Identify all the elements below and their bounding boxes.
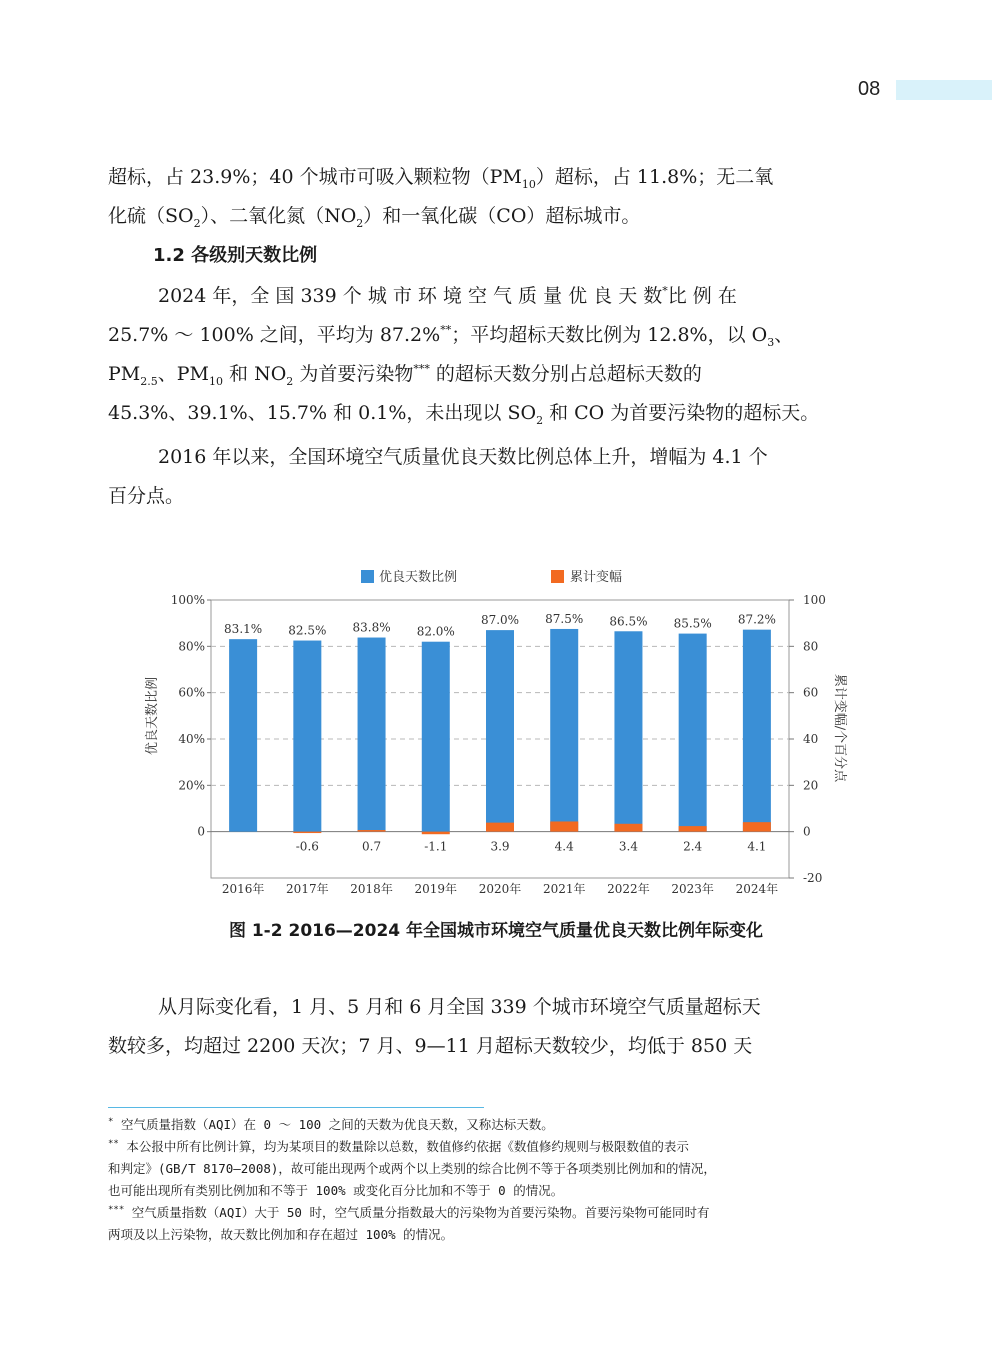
- bar-change: [358, 830, 386, 832]
- y-tick-right: 40: [803, 732, 819, 746]
- x-tick-label: 2020年: [478, 882, 522, 896]
- y-axis-left-title: 优良天数比例: [145, 676, 160, 755]
- bar-label-ratio: 86.5%: [609, 614, 648, 629]
- y-tick-right: -20: [803, 871, 823, 885]
- footnote-rule: [108, 1107, 484, 1108]
- bar-label-ratio: 85.5%: [673, 616, 712, 631]
- bar-change: [550, 821, 578, 831]
- bar-ratio: [293, 641, 321, 832]
- y-tick-left: 80%: [178, 639, 205, 654]
- bar-label-ratio: 87.5%: [545, 611, 584, 626]
- bar-change: [486, 823, 514, 832]
- x-tick-label: 2023年: [671, 882, 714, 896]
- bar-label-ratio: 82.5%: [288, 623, 327, 638]
- bar-change: [743, 822, 771, 831]
- x-tick-label: 2022年: [607, 882, 650, 896]
- bar-ratio: [550, 629, 578, 832]
- chart-svg: [130, 558, 860, 898]
- bar-label-ratio: 83.1%: [224, 622, 263, 637]
- bar-label-ratio: 82.0%: [416, 624, 455, 639]
- x-tick-label: 2024年: [735, 882, 779, 896]
- bar-label-ratio: 87.0%: [480, 613, 520, 628]
- x-tick-label: 2016年: [221, 882, 265, 896]
- legend-swatch-blue: [361, 570, 374, 583]
- bar-ratio: [358, 638, 386, 832]
- bar-label-change: 4.1: [747, 839, 767, 854]
- section-heading: 1.2 各级别天数比例: [153, 245, 318, 266]
- paragraph-trend: 2016 年以来，全国环境空气质量优良天数比例总体上升，增幅为 4.1 个 百分点。: [108, 446, 768, 507]
- y-tick-right: 60: [803, 685, 819, 700]
- footnote-3: *** 空气质量指数（AQI）大于 50 时，空气质量分指数最大的污染物为首要污染物。首要污染物可能同时有: [108, 1204, 710, 1220]
- legend-label-change: 累计变幅: [570, 570, 623, 585]
- bar-ratio: [614, 631, 642, 831]
- y-tick-left: 0: [197, 824, 205, 839]
- page-number-band: [896, 80, 992, 100]
- y-axis-right: [789, 593, 826, 885]
- bar-label-change: 3.9: [490, 839, 510, 854]
- footnote-1: * 空气质量指数（AQI）在 0 ～ 100 之间的天数为优良天数，又称达标天数。: [108, 1116, 554, 1132]
- x-tick-label: 2021年: [542, 882, 586, 896]
- bar-label-change: -0.6: [295, 839, 319, 854]
- bar-label-ratio: 83.8%: [352, 620, 391, 635]
- bar-label-change: -1.1: [424, 839, 448, 854]
- bar-label-ratio: 87.2%: [737, 612, 776, 627]
- paragraph-day-ratio: 2024 年，全 国 339 个 城 市 环 境 空 气 质 量 优 良 天 数*比 例 在 25.7% ～ 100% 之间，平均为 87.2%**；平均超标天数比例为 12.8%，以 $O_3$、 $PM_{2.5}$、$PM_{10}$ 和 $NO_2$ 为首要污染物*** 的超标天数分别占总超标天数的 45.3%、39.1%、15.7% 和 0.1%，未出现以 $SO_2$ 和 CO 为首要污染物的超标天。: [108, 284, 820, 427]
- x-tick-label: 2017年: [286, 882, 329, 896]
- y-tick-left: 60%: [178, 685, 205, 700]
- y-axis-right-title: 累计变幅/个百分点: [832, 673, 847, 783]
- y-axis-left: [171, 593, 211, 839]
- y-tick-left: 40%: [178, 732, 205, 746]
- page-number: 08: [858, 78, 881, 100]
- y-tick-right: 20: [803, 778, 819, 793]
- bar-label-change: 0.7: [362, 839, 382, 854]
- bar-change: [293, 832, 321, 833]
- bar-change: [679, 826, 707, 832]
- bar-ratio: [229, 639, 257, 832]
- bar-ratio: [679, 634, 707, 832]
- bar-label-change: 4.4: [554, 839, 574, 854]
- bars: [224, 612, 776, 854]
- x-tick-label: 2018年: [350, 882, 393, 896]
- figure-caption: 图 1-2 2016—2024 年全国城市环境空气质量优良天数比例年际变化: [228, 921, 764, 941]
- bar-chart: [130, 558, 860, 898]
- x-axis: [222, 881, 778, 896]
- footnote-2: ** 本公报中所有比例计算，均为某项目的数量除以总数，数值修约依据《数值修约规则与极限数值的表示: [108, 1138, 689, 1154]
- x-tick-label: 2019年: [414, 882, 458, 896]
- y-tick-left: 100%: [170, 593, 205, 607]
- y-tick-right: 80: [803, 639, 819, 654]
- bar-ratio: [486, 630, 514, 832]
- bar-ratio: [422, 642, 450, 832]
- paragraph-pollutants: 超标，占 23.9%；40 个城市可吸入颗粒物$(PM_{10})$超标，占 11.8%；无二氧 化硫$(SO_2)$、二氧化氮$(NO_2)$和一氧化碳（CO）超标城市。: [108, 166, 774, 230]
- bar-label-change: 3.4: [618, 839, 638, 854]
- y-tick-left: 20%: [178, 778, 205, 793]
- y-tick-right: 100: [803, 593, 826, 607]
- y-tick-right: 0: [803, 824, 811, 839]
- bar-ratio: [743, 630, 771, 832]
- legend-label-ratio: 优良天数比例: [379, 570, 458, 585]
- paragraph-monthly: 从月际变化看，1 月、5 月和 6 月全国 339 个城市环境空气质量超标天 数较多，均超过 2200 天次；7 月、9—11 月超标天数较少，均低于 850 天: [108, 996, 761, 1057]
- chart-legend: [361, 569, 622, 585]
- footnotes: * 空气质量指数（AQI）在 0 ～ 100 之间的天数为优良天数，又称达标天数。 ** 本公报中所有比例计算，均为某项目的数量除以总数，数值修约依据《数值修约规则与极限数值的表示 和判定》(GB/T 8170—2008)，故可能出现两个或两个以上类别的综合比例不等于各项类别比例加和的情况， 也可能出现所有类别比例加和不等于 100% 或变化百分比加和不等于 0 的情况。 *** 空气质量指数（AQI）大于 50 时，空气质量分指数最大的污染物为首要污染物。首要污染物可能同时有 两项及以上污染物，故天数比例加和存在超过 100% 的情况。: [108, 1114, 884, 1246]
- bar-change: [614, 824, 642, 832]
- bar-change: [422, 832, 450, 835]
- legend-swatch-orange: [551, 570, 564, 583]
- bar-label-change: 2.4: [683, 839, 703, 854]
